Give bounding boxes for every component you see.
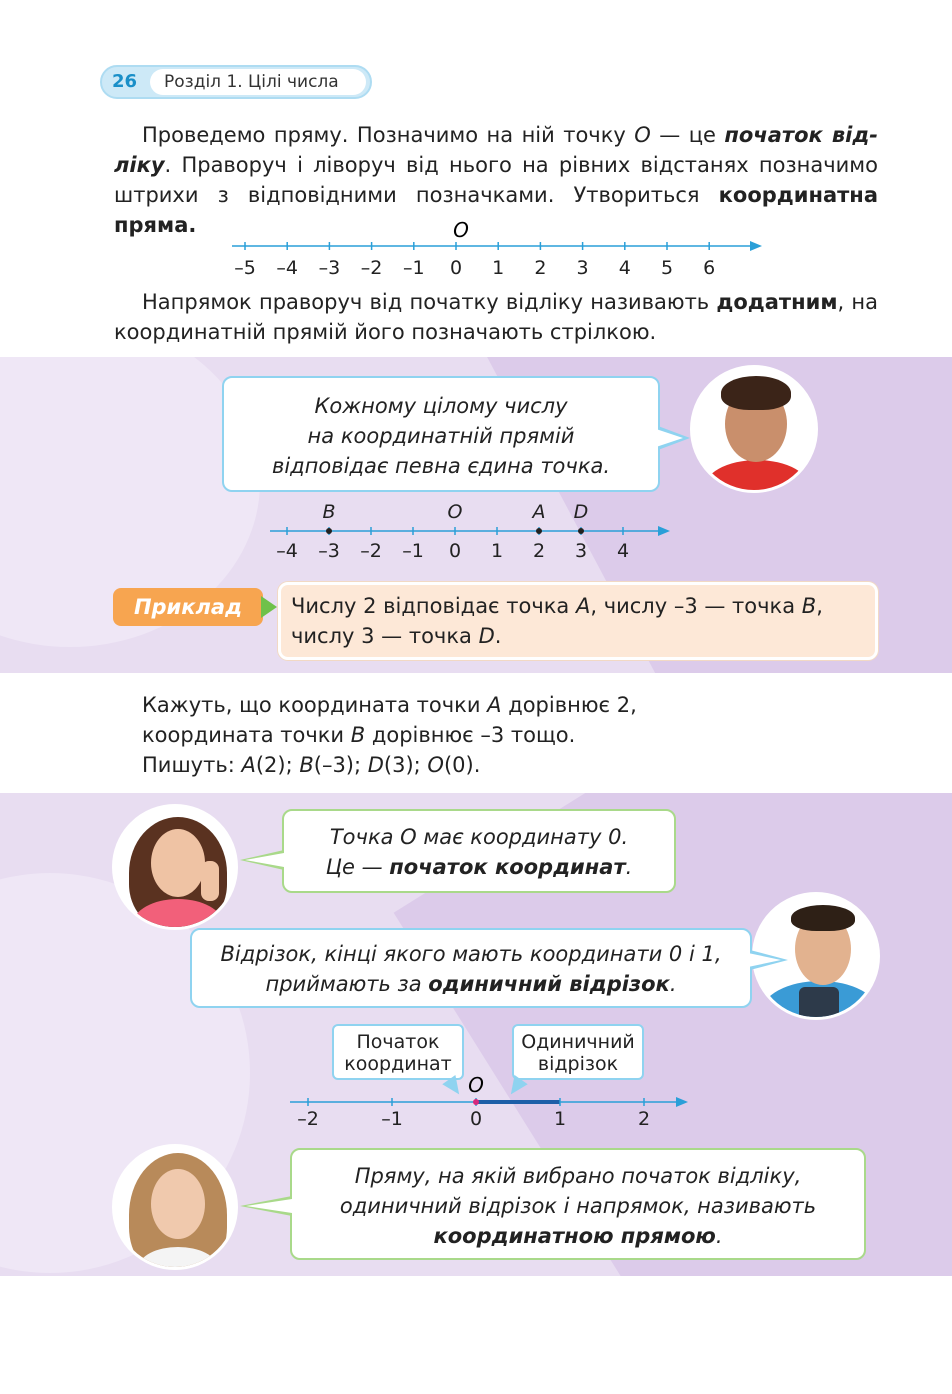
tick-label: 0: [449, 257, 463, 279]
tick-label: 4: [618, 257, 631, 279]
point-label: D: [573, 501, 589, 523]
tick-label: –5: [234, 257, 256, 279]
girl-avatar-2: [112, 1144, 238, 1270]
point-D: [578, 528, 584, 534]
tick-label: 3: [576, 257, 589, 279]
coordinates-paragraph: Кажуть, що координата точки A дорівнює 2, координата точки B дорівнює –3 тощо. Пишуть: A(2); B(–3); D(3); O(0).: [142, 693, 637, 777]
speech-bubble-unit-segment: Відрізок, кінці якого мають координати 0 і 1, приймають за одиничний відрізок.: [190, 928, 752, 1008]
tick-label: 2: [532, 540, 546, 562]
speech-bubble-coordinate-line: Пряму, на якій вибрано початок відліку, одиничний відрізок і напрямок, називають координатною прямою.: [290, 1148, 866, 1260]
callout-origin: Початок координат: [332, 1024, 464, 1080]
direction-paragraph: Напрямок праворуч від початку відліку називають додатним, на координатній прямій його позначають стрілкою.: [114, 290, 878, 344]
example-tag: Приклад: [113, 588, 263, 626]
tick-label: 1: [553, 1108, 567, 1130]
point-A: [536, 528, 542, 534]
tick-label: 2: [534, 257, 547, 279]
point-label: B: [322, 501, 336, 523]
page-number: 26: [112, 71, 138, 92]
tick-label: –2: [297, 1108, 319, 1130]
intro-paragraph: Проведемо пряму. Позначимо на ній точку O — це початок від- ліку. Праворуч і ліворуч від нього на рівних відстанях позначимо штрихи з відповідними позначками. Утвориться координатна пряма.: [114, 123, 878, 237]
tick-label: –2: [360, 257, 383, 279]
example-arrow: [261, 596, 277, 618]
tick-label: –3: [318, 257, 341, 279]
example-box: Числу 2 відповідає точка A, числу –3 — точка B, числу 3 — точка D.: [278, 582, 878, 660]
tick-label: –3: [318, 540, 340, 562]
tick-label: –1: [381, 1108, 403, 1130]
tick-label: 1: [492, 257, 505, 279]
point-label: O: [447, 501, 463, 523]
number-line-1: [228, 215, 768, 285]
girl-avatar-1: [112, 804, 238, 930]
tick-label: –1: [403, 257, 425, 279]
speech-bubble-origin: Точка O має координату 0. Це — початок координат.: [282, 809, 676, 893]
origin-label: O: [453, 218, 469, 242]
tick-label: –4: [276, 540, 298, 562]
tick-label: –4: [276, 257, 298, 279]
tick-label: 6: [703, 257, 716, 279]
number-line-2: [268, 498, 688, 566]
tick-label: 1: [490, 540, 504, 562]
origin-point: [473, 1099, 479, 1105]
tick-label: 4: [616, 540, 630, 562]
tick-label: 3: [574, 540, 588, 562]
tick-label: 0: [469, 1108, 483, 1130]
origin-label: O: [468, 1073, 484, 1097]
point-B: [326, 528, 332, 534]
number-line-3: [288, 1072, 698, 1134]
point-label: A: [532, 501, 546, 523]
section-title: Розділ 1. Цілі числа: [150, 69, 366, 95]
tick-label: 2: [637, 1108, 651, 1130]
tick-label: 0: [448, 540, 462, 562]
callout-unit-segment: Одиничний відрізок: [512, 1024, 644, 1080]
speech-bubble-integer-point: Кожному цілому числу на координатній прямій відповідає певна єдина точка.: [222, 376, 660, 492]
tick-label: 5: [660, 257, 674, 279]
tick-label: –2: [360, 540, 382, 562]
boy-avatar: [690, 365, 818, 493]
tick-label: –1: [402, 540, 424, 562]
page-header: [100, 65, 372, 99]
